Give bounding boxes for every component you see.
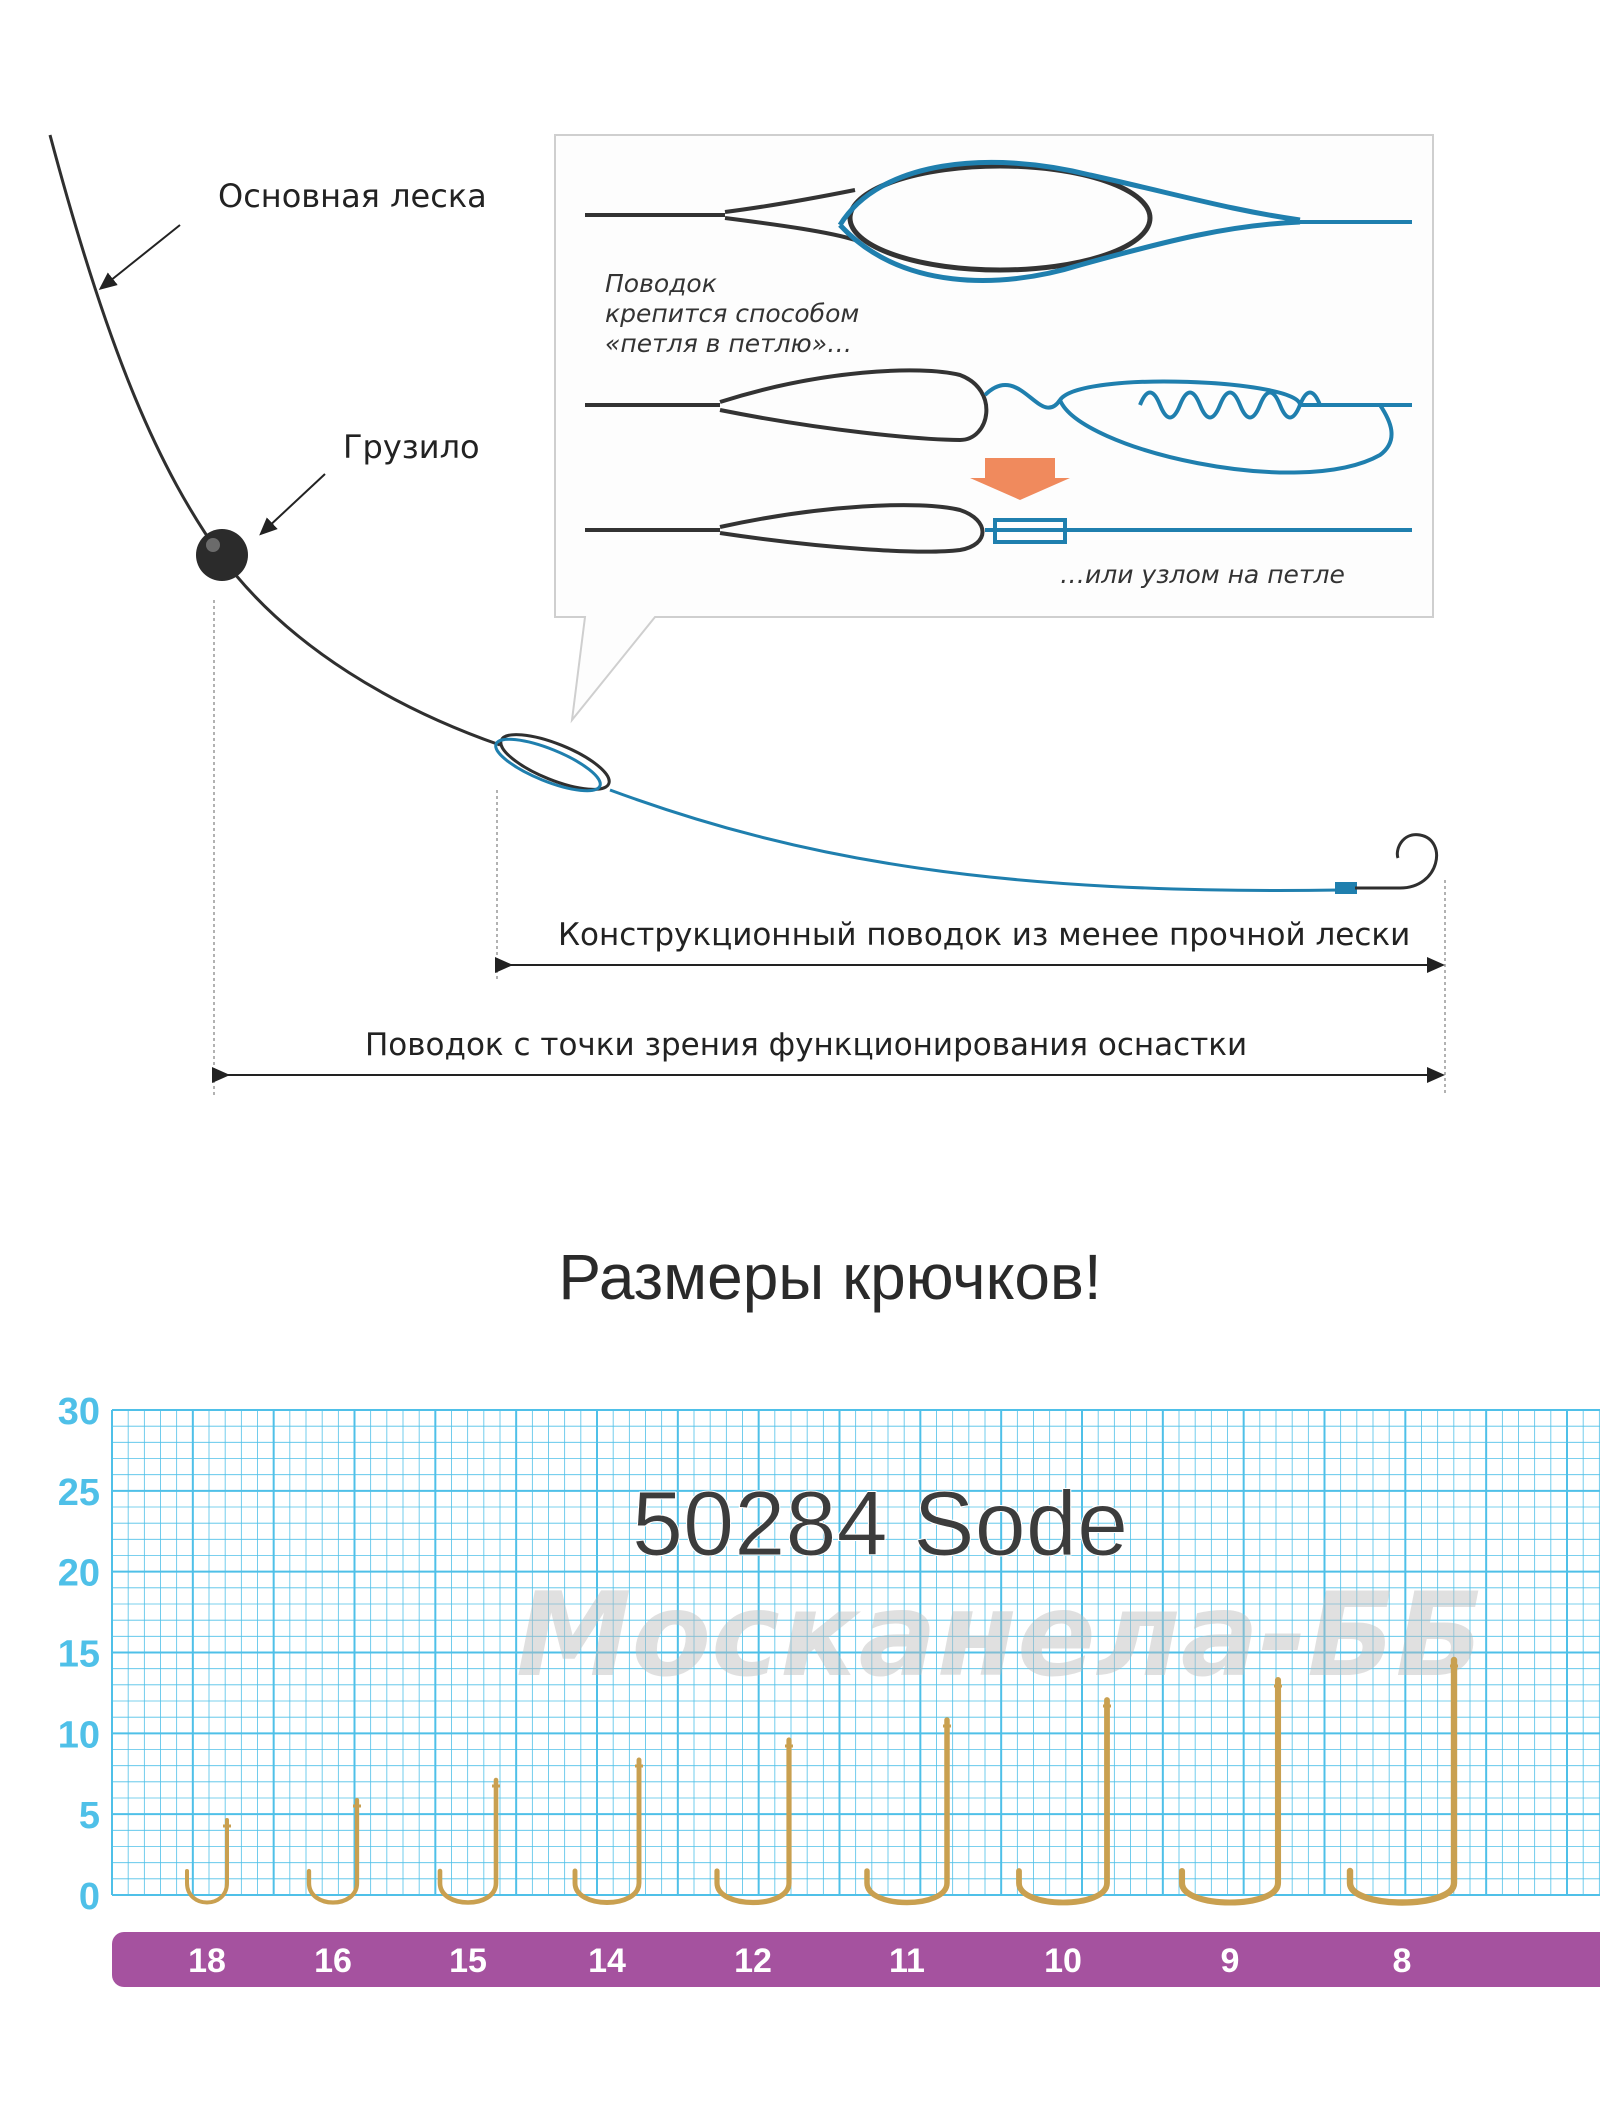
hook-knot — [1335, 882, 1357, 894]
y-tick-label: 15 — [57, 1633, 100, 1676]
structural-leader-label: Конструкционный поводок из менее прочной лески — [558, 917, 1411, 953]
size-label: 16 — [314, 1942, 352, 1980]
size-label: 15 — [449, 1942, 487, 1980]
hook-icon — [1182, 1680, 1278, 1903]
knot-note: …или узлом на петле — [1060, 560, 1345, 589]
size-label: 14 — [588, 1942, 626, 1980]
loop-note-line1: Поводок — [605, 269, 717, 298]
leader-line — [610, 790, 1340, 890]
knot-inset — [555, 135, 1433, 720]
size-label: 10 — [1044, 1942, 1082, 1980]
y-tick-label: 30 — [57, 1391, 100, 1433]
y-tick-label: 5 — [78, 1795, 100, 1838]
loop-note-line2: крепится способом — [605, 299, 860, 328]
y-tick-label: 0 — [78, 1876, 100, 1918]
chart-title: 50284 Sode — [631, 1473, 1129, 1575]
main-line-label: Основная леска — [218, 177, 487, 215]
size-label: 11 — [889, 1942, 925, 1980]
size-label: 9 — [1220, 1942, 1240, 1980]
y-tick-label: 20 — [57, 1552, 100, 1595]
hook-icon — [309, 1800, 357, 1903]
hook-icon — [1355, 835, 1437, 888]
loop-note-line3: «петля в петлю»… — [605, 329, 853, 358]
functional-leader-label: Поводок с точки зрения функционирования оснастки — [365, 1027, 1248, 1063]
sinker-label: Грузило — [343, 428, 480, 466]
y-tick-label: 10 — [57, 1714, 100, 1757]
section-title: Размеры крючков! — [558, 1241, 1102, 1313]
watermark: Москанела-ББ — [516, 1568, 1484, 1703]
sinker-icon — [196, 529, 248, 581]
y-tick-label: 25 — [57, 1471, 100, 1514]
size-label: 8 — [1392, 1942, 1412, 1980]
loop-joint — [490, 724, 615, 801]
size-label: 18 — [188, 1942, 226, 1980]
size-label: 12 — [734, 1942, 772, 1980]
y-axis-ticks — [58, 1391, 100, 1918]
hook-icon — [717, 1740, 789, 1903]
hook-icon — [1019, 1700, 1107, 1903]
hook-icon — [867, 1720, 947, 1903]
hook-size-chart — [0, 1380, 1600, 2000]
